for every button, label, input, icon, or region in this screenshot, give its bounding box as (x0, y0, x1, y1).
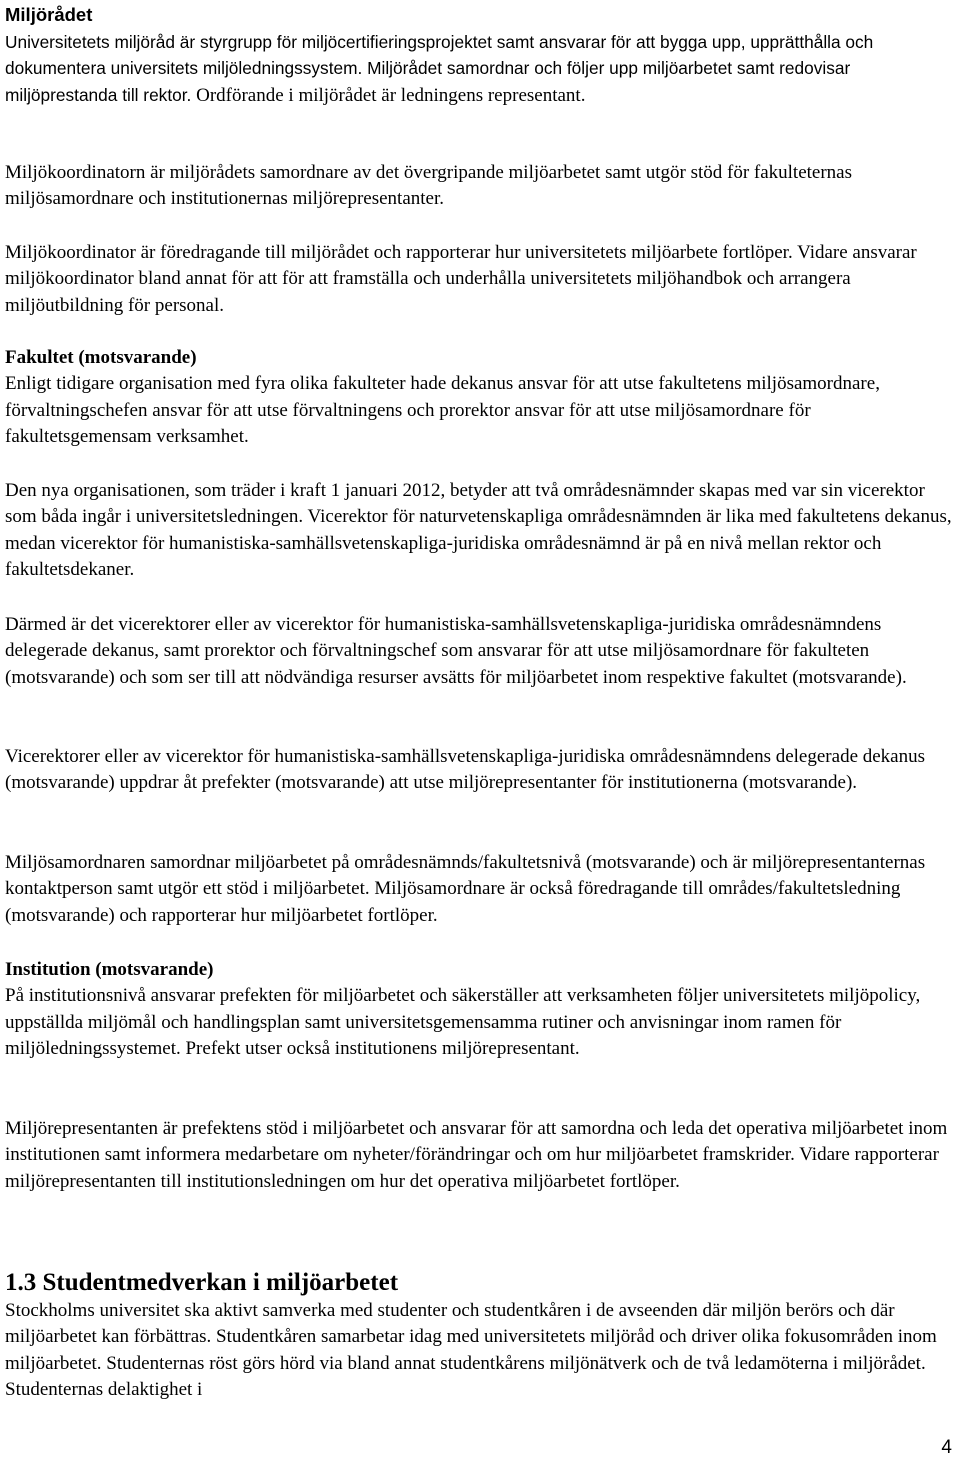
paragraph-miljoradet-1: Universitetets miljöråd är styrgrupp för miljöcertifieringsprojektet samt ansvarar för att bygga upp, upprätthålla och dokumentera universitets miljöledningssystem. Miljörådet samordnar och följer upp miljöarbetet samt redovisar miljöprestanda till rektor. Ordförande i miljörådet är ledningens representant. (5, 32, 874, 106)
paragraph-institution-2: Miljörepresentanten är prefektens stöd i miljöarbetet och ansvarar för att samordna och leda det operativa miljöarbetet inom institutionen samt informera medarbetare om nyheter/förändringar och om hur miljöarbetet framskrider. Vidare rapporterar miljörepresentanten till institutionsledningen om hur det operativa miljöarbetet fortlöper. (5, 1118, 948, 1192)
section-studentmedverkan (5, 1268, 955, 1403)
section-miljoradet (5, 2, 955, 109)
heading-studentmedverkan: 1.3 Studentmedverkan i miljöarbetet (5, 1269, 399, 1296)
heading-institution: Institution (motsvarande) (5, 959, 214, 980)
section-fakultet (5, 345, 955, 450)
paragraph-studentmedverkan-1: Stockholms universitet ska aktivt samverka med studenter och studentkåren i de avseenden där miljön berörs och där miljöarbetet kan förbättras. Studentkåren samarbetar idag med universitetets miljöråd och driver olika fokusområden inom miljöarbetet. Studenternas röst görs hörd via bland annat studentkårens miljönätverk och de två ledamöterna i miljörådet. Studenternas delaktighet i (5, 1300, 937, 1400)
paragraph-institution-1: På institutionsnivå ansvarar prefekten för miljöarbetet och säkerställer att verksamheten följer universitetets miljöpolicy, uppställda miljömål och handlingsplan samt universitetsgemensamma rutiner och anvisningar inom ramen för miljöledningssystemet. Prefekt utser också institutionens miljörepresentant. (5, 985, 921, 1059)
paragraph-fakultet-4: Vicerektorer eller av vicerektor för humanistiska-samhällsvetenskapliga-juridiska områdesnämndens delegerade dekanus (motsvarande) uppdrar åt prefekter (motsvarande) att utse miljörepresentanter för institutionerna (motsvarande). (5, 746, 926, 794)
paragraph-fakultet-1: Enligt tidigare organisation med fyra olika fakulteter hade dekanus ansvar för att utse fakultetens miljösamordnare, förvaltningschefen ansvar för att utse förvaltningens och prorektor ansvar för att utse miljösamordnare för fakultetsgemensam verksamhet. (5, 373, 880, 447)
section-institution (5, 957, 955, 1062)
paragraph-fakultet-3: Därmed är det vicerektorer eller av vicerektor för humanistiska-samhällsvetenskapliga-juridiska områdesnämndens delegerade dekanus, samt prorektor och förvaltningschef som ansvarar för att utse miljösamordnare för fakulteten (motsvarande) och som ser till att nödvändiga resurser avsätts för miljöarbetet inom respektive fakultet (motsvarande). (5, 614, 907, 688)
paragraph-fakultet-5: Miljösamordnaren samordnar miljöarbetet på områdesnämnds/fakultetsnivå (motsvarande) och är miljörepresentanternas kontaktperson samt utgör ett stöd i miljöarbetet. Miljösamordnare är också föredragande till områdes/fakultetsledning (motsvarande) och rapporterar hur miljöarbetet fortlöper. (5, 852, 926, 926)
heading-miljoradet: Miljörådet (5, 4, 93, 25)
paragraph-miljoradet-2: Miljökoordinatorn är miljörådets samordnare av det övergripande miljöarbetet samt utgör stöd för fakulteternas miljösamordnare och institutionernas miljörepresentanter. (5, 162, 853, 210)
page-number: 4 (941, 1437, 952, 1458)
paragraph-fakultet-2: Den nya organisationen, som träder i kraft 1 januari 2012, betyder att två områdesnämnder skapas med var sin vicerektor som båda ingår i universitetsledningen. Vicerektor för naturvetenskapliga områdesnämnden är lika med fakultetens dekanus, medan vicerektor för humanistiska-samhällsvetenskapliga-juridiska områdesnämnd är på en nivå mellan rektor och fakultetsdekaner. (5, 480, 952, 580)
heading-fakultet: Fakultet (motsvarande) (5, 347, 197, 368)
paragraph-miljoradet-3: Miljökoordinator är föredragande till miljörådet och rapporterar hur universitetets miljöarbete fortlöper. Vidare ansvarar miljökoordinator bland annat för att för att framställa och underhålla universitetets miljöhandbok och arrangera miljöutbildning för personal. (5, 242, 917, 316)
